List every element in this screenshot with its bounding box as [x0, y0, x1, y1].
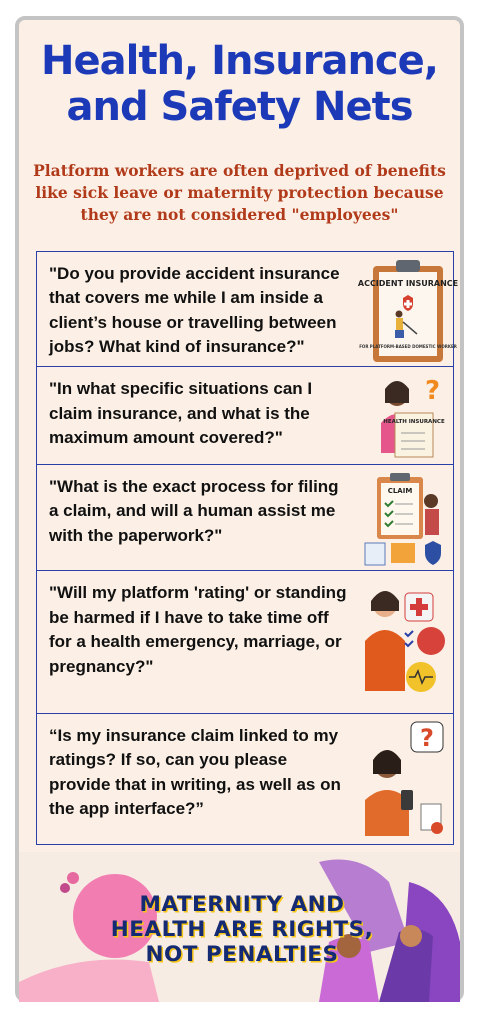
confused-worker-health-insurance-icon — [367, 373, 447, 466]
banner-line-1: MATERNITY AND — [139, 892, 345, 917]
question-text-1: "Do you provide accident insurance that covers me while I am inside a client’s house or travelling between jobs? What kind of insurance?" — [49, 263, 340, 356]
banner-slogan — [97, 892, 387, 967]
infographic-card — [15, 16, 464, 1002]
art-title-1: ACCIDENT INSURANCE — [357, 278, 459, 288]
question-text-2: "In what specific situations can I claim insurance, and what is the maximum amount covered?" — [49, 379, 313, 447]
question-box-5 — [36, 713, 454, 845]
bottom-banner — [19, 852, 460, 1002]
health-emergency-worker-icon — [357, 585, 447, 708]
svg-text:?: ? — [420, 723, 434, 752]
question-box-3 — [36, 464, 454, 572]
claim-form-icon — [363, 471, 447, 572]
question-text-3: "What is the exact process for filing a claim, and will a human assist me with the paperwork?" — [49, 476, 339, 545]
art-title-2: HEALTH INSURANCE — [383, 419, 445, 425]
subtitle: Platform workers are often deprived of benefits like sick leave or maternity protection because they are not considered "employees" — [33, 161, 446, 224]
question-text-5: “Is my insurance claim linked to my ratings? If so, can you please provide that in writing, as well as on the app interface?” — [49, 725, 341, 818]
question-text-4: "Will my platform 'rating' or standing be harmed if I have to take time off for a health emergency, marriage, or pregnancy?" — [49, 583, 347, 676]
art-title-3: CLAIM — [387, 486, 413, 495]
question-list — [36, 252, 459, 845]
question-box-2 — [36, 366, 454, 465]
worker-phone-question-icon — [357, 720, 447, 845]
question-box-4 — [36, 570, 454, 714]
accident-insurance-clipboard-icon — [357, 258, 459, 369]
title-line-1: Health, Insurance, — [41, 38, 438, 84]
page-title — [19, 38, 460, 130]
question-box-1 — [36, 251, 459, 368]
banner-line-2: HEALTH ARE RIGHTS, — [110, 917, 374, 942]
art-caption-1: FOR PLATFORM-BASED DOMESTIC WORKER — [359, 343, 457, 349]
title-line-2: and Safety Nets — [66, 84, 413, 130]
banner-line-3: NOT PENALTIES — [145, 942, 339, 967]
svg-text:?: ? — [425, 376, 441, 406]
